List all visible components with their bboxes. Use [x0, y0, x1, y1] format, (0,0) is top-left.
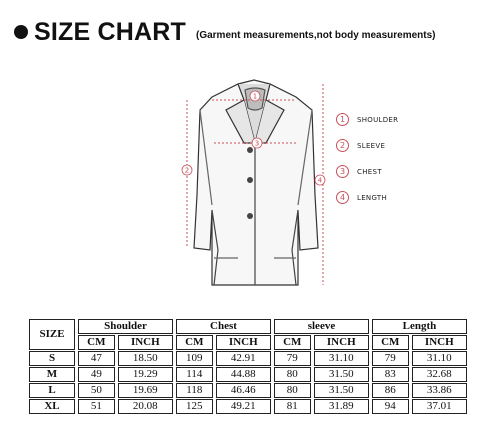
table-cell: 33.86 [412, 383, 467, 398]
table-cell: 109 [176, 351, 213, 366]
legend-number-4: 4 [336, 191, 349, 204]
coat-diagram [0, 60, 500, 300]
table-cell: 86 [372, 383, 409, 398]
table-cell: 51 [78, 399, 115, 414]
table-cell: 31.89 [314, 399, 369, 414]
unit-header-cm: CM [274, 335, 311, 350]
table-cell: 79 [372, 351, 409, 366]
unit-header-inch: INCH [118, 335, 173, 350]
page-subtitle: (Garment measurements,not body measurements) [196, 29, 436, 41]
table-cell: 46.46 [216, 383, 271, 398]
table-cell: 80 [274, 383, 311, 398]
table-cell: 32.68 [412, 367, 467, 382]
marker-4-label: 4 [317, 176, 323, 185]
group-header-shoulder: Shoulder [78, 319, 173, 334]
table-cell: 31.50 [314, 383, 369, 398]
table-row [29, 367, 467, 382]
legend-label-chest: CHEST [357, 167, 382, 176]
legend-number-2: 2 [336, 139, 349, 152]
legend-number-1: 1 [336, 113, 349, 126]
page-title: SIZE CHART [34, 17, 186, 46]
table-cell: 20.08 [118, 399, 173, 414]
size-label: L [29, 383, 75, 398]
legend-item-length [336, 191, 398, 204]
table-header-row [29, 319, 467, 334]
legend-item-sleeve [336, 139, 398, 152]
legend-label-shoulder: SHOULDER [357, 115, 399, 124]
table-cell: 31.10 [412, 351, 467, 366]
table-row [29, 399, 467, 414]
unit-header-cm: CM [372, 335, 409, 350]
marker-1-label: 1 [252, 92, 258, 101]
table-cell: 94 [372, 399, 409, 414]
group-header-length: Length [372, 319, 467, 334]
table-unit-row [29, 335, 467, 350]
legend-label-sleeve: SLEEVE [357, 141, 386, 150]
legend-label-length: LENGTH [357, 193, 388, 202]
size-label: M [29, 367, 75, 382]
group-header-chest: Chest [176, 319, 271, 334]
table-cell: 80 [274, 367, 311, 382]
size-table [26, 318, 470, 415]
table-cell: 118 [176, 383, 213, 398]
header [14, 16, 436, 48]
table-cell: 19.69 [118, 383, 173, 398]
legend-number-3: 3 [336, 165, 349, 178]
table-cell: 37.01 [412, 399, 467, 414]
legend-item-shoulder [336, 113, 398, 126]
marker-2-label: 2 [184, 166, 190, 175]
table-cell: 44.88 [216, 367, 271, 382]
size-label: S [29, 351, 75, 366]
table-cell: 42.91 [216, 351, 271, 366]
table-cell: 114 [176, 367, 213, 382]
unit-header-inch: INCH [412, 335, 467, 350]
table-row [29, 351, 467, 366]
legend-item-chest [336, 165, 398, 178]
unit-header-cm: CM [176, 335, 213, 350]
unit-header-inch: INCH [314, 335, 369, 350]
coat-button [247, 147, 253, 153]
table-cell: 18.50 [118, 351, 173, 366]
table-cell: 83 [372, 367, 409, 382]
size-column-header: SIZE [29, 319, 75, 350]
bullet-dot-icon [14, 25, 28, 39]
group-header-sleeve: sleeve [274, 319, 369, 334]
table-cell: 49 [78, 367, 115, 382]
measurement-legend [336, 113, 398, 217]
table-row [29, 383, 467, 398]
table-cell: 79 [274, 351, 311, 366]
table-cell: 31.10 [314, 351, 369, 366]
unit-header-cm: CM [78, 335, 115, 350]
coat-button [247, 177, 253, 183]
table-cell: 47 [78, 351, 115, 366]
unit-header-inch: INCH [216, 335, 271, 350]
table-cell: 49.21 [216, 399, 271, 414]
table-cell: 50 [78, 383, 115, 398]
table-cell: 19.29 [118, 367, 173, 382]
coat-outline [194, 80, 318, 285]
table-cell: 31.50 [314, 367, 369, 382]
table-cell: 81 [274, 399, 311, 414]
marker-3-label: 3 [254, 139, 260, 148]
coat-button [247, 213, 253, 219]
table-cell: 125 [176, 399, 213, 414]
size-label: XL [29, 399, 75, 414]
